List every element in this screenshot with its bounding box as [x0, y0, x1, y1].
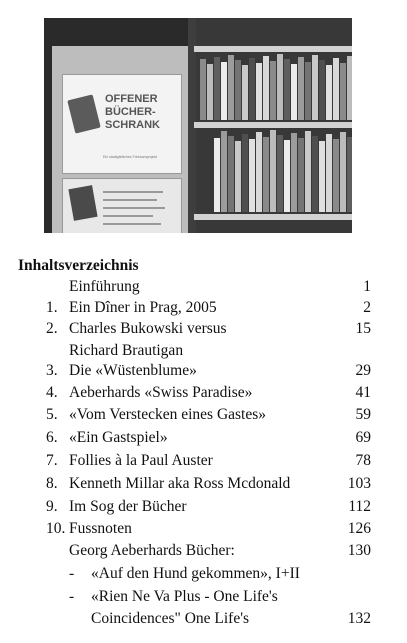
- book-spine: [277, 135, 283, 212]
- book-spine: [263, 137, 269, 212]
- book-spine: [298, 138, 304, 212]
- toc-entry-number: 10.: [46, 520, 66, 537]
- toc-entry-title: Die «Wüstenblume»: [69, 362, 197, 379]
- poster-line: [103, 207, 165, 209]
- toc-entry-title: Aeberhards «Swiss Paradise»: [69, 384, 253, 401]
- toc-entry: [0, 384, 407, 406]
- book-spine: [291, 133, 297, 212]
- toc-entry-page: 130: [347, 542, 371, 559]
- book-spine: [305, 62, 311, 120]
- poster-line: [103, 199, 157, 201]
- toc-sub-bullet: -: [69, 565, 75, 582]
- book-spine: [326, 65, 332, 120]
- shelf-board: [194, 122, 352, 128]
- book-spine: [347, 137, 352, 212]
- toc-sub-entry: [0, 588, 407, 610]
- book-spine: [284, 59, 290, 120]
- book-spine: [242, 134, 248, 212]
- toc-entry-page: 112: [348, 498, 371, 515]
- toc-entry-number: 6.: [46, 429, 58, 446]
- bookcase-photo: [44, 18, 352, 233]
- toc-sub-title: «Auf den Hund gekommen», I+II: [91, 565, 300, 582]
- book-spine: [270, 61, 276, 120]
- toc-entry-title: Richard Brautigan: [69, 342, 184, 359]
- shelf-board: [194, 46, 352, 52]
- book-spine: [312, 136, 318, 212]
- book-spine: [340, 132, 346, 212]
- toc-sub-page: 132: [347, 610, 371, 627]
- toc-entry-title: Kenneth Millar aka Ross Mcdonald: [69, 475, 291, 492]
- book-spine: [305, 131, 311, 212]
- toc-entry-title: Fussnoten: [69, 520, 132, 537]
- book-spine: [242, 65, 248, 120]
- toc-heading: Inhaltsverzeichnis: [18, 257, 139, 274]
- toc-entry-page: 69: [355, 429, 371, 446]
- book-spine: [333, 139, 339, 212]
- toc-sub-title: «Rien Ne Va Plus - One Life's: [91, 588, 278, 605]
- book-spine: [249, 139, 255, 212]
- toc-entry-number: 2.: [46, 320, 58, 337]
- book-spine: [200, 59, 206, 120]
- book-spine: [291, 64, 297, 120]
- poster-line: [103, 223, 161, 225]
- bookcase-sign: [62, 74, 182, 174]
- toc-sub-entry: [0, 565, 407, 587]
- toc-entry-title: Follies à la Paul Auster: [69, 452, 213, 469]
- book-spine: [284, 140, 290, 212]
- book-spine: [228, 136, 234, 212]
- book-spine: [326, 134, 332, 212]
- toc-entry-number: 8.: [46, 475, 58, 492]
- book-spine: [214, 57, 220, 120]
- book-spine: [340, 63, 346, 120]
- sign-subtitle: Ein stadtgärtliches Freiraumprojekt: [103, 155, 158, 159]
- toc-entry: [0, 475, 407, 497]
- book-spine: [263, 56, 269, 120]
- toc-entry: [0, 429, 407, 451]
- toc-sub-bullet: -: [69, 588, 75, 605]
- toc-entry-title: Charles Bukowski versus: [69, 320, 227, 337]
- shelf-board: [194, 214, 352, 220]
- sign-text: OFFENER BÜCHER-SCHRANK: [105, 93, 160, 131]
- toc-sub-entry: [0, 610, 407, 632]
- poster-line: [103, 215, 153, 217]
- book-spine: [235, 60, 241, 120]
- toc-entry-number: 7.: [46, 452, 58, 469]
- book-spine: [214, 138, 220, 212]
- book-icon: [67, 94, 100, 133]
- toc-entry-number: 1.: [46, 299, 58, 316]
- toc-entry-title: «Vom Verstecken eines Gastes»: [69, 406, 267, 423]
- toc-entry-page: 103: [347, 475, 371, 492]
- book-spine: [319, 141, 325, 212]
- book-spine: [347, 56, 352, 120]
- toc-entry-title: Einführung: [69, 278, 140, 295]
- toc-entry-page: 126: [347, 520, 371, 537]
- toc-entry-title: «Ein Gastspiel»: [69, 429, 168, 446]
- poster: [62, 178, 182, 233]
- book-spine: [207, 64, 213, 120]
- book-spine: [277, 54, 283, 120]
- toc-entry-title: Ein Dîner in Prag, 2005: [69, 299, 217, 316]
- toc-entry-number: 4.: [46, 384, 58, 401]
- toc-entry: [0, 320, 407, 342]
- toc-entry: [0, 362, 407, 384]
- toc-entry: [0, 299, 407, 321]
- toc-entry: [0, 342, 407, 364]
- toc-entry-page: 29: [355, 362, 371, 379]
- toc-entry: [0, 520, 407, 542]
- book-spine: [270, 130, 276, 212]
- toc-entry-page: 15: [355, 320, 371, 337]
- toc-entry-page: 59: [355, 406, 371, 423]
- toc-sub-title: Coincidences" One Life's: [91, 610, 250, 627]
- toc-entry-page: 78: [355, 452, 371, 469]
- book-spine: [235, 141, 241, 212]
- toc-entry-number: 3.: [46, 362, 58, 379]
- toc-entry: [0, 498, 407, 520]
- poster-book-icon: [68, 185, 97, 221]
- book-spine: [249, 58, 255, 120]
- toc-entry-title: Georg Aeberhards Bücher:: [69, 542, 235, 559]
- book-spine: [256, 132, 262, 212]
- toc-entry: [0, 406, 407, 428]
- book-spine: [221, 62, 227, 120]
- toc-entry-page: 41: [355, 384, 371, 401]
- toc-entry-page: 1: [363, 278, 371, 295]
- toc-entry-number: 9.: [46, 498, 58, 515]
- toc-entry-number: 5.: [46, 406, 58, 423]
- toc-entry: [0, 452, 407, 474]
- toc-entry: [0, 278, 407, 300]
- book-spine: [228, 55, 234, 120]
- poster-line: [103, 191, 163, 193]
- book-spine: [319, 60, 325, 120]
- toc-entry-title: Im Sog der Bücher: [69, 498, 187, 515]
- book-spine: [256, 63, 262, 120]
- book-spine: [298, 57, 304, 120]
- toc-entry: [0, 542, 407, 564]
- book-spine: [221, 131, 227, 212]
- book-spine: [312, 55, 318, 120]
- book-spine: [333, 58, 339, 120]
- toc-entry-page: 2: [363, 299, 371, 316]
